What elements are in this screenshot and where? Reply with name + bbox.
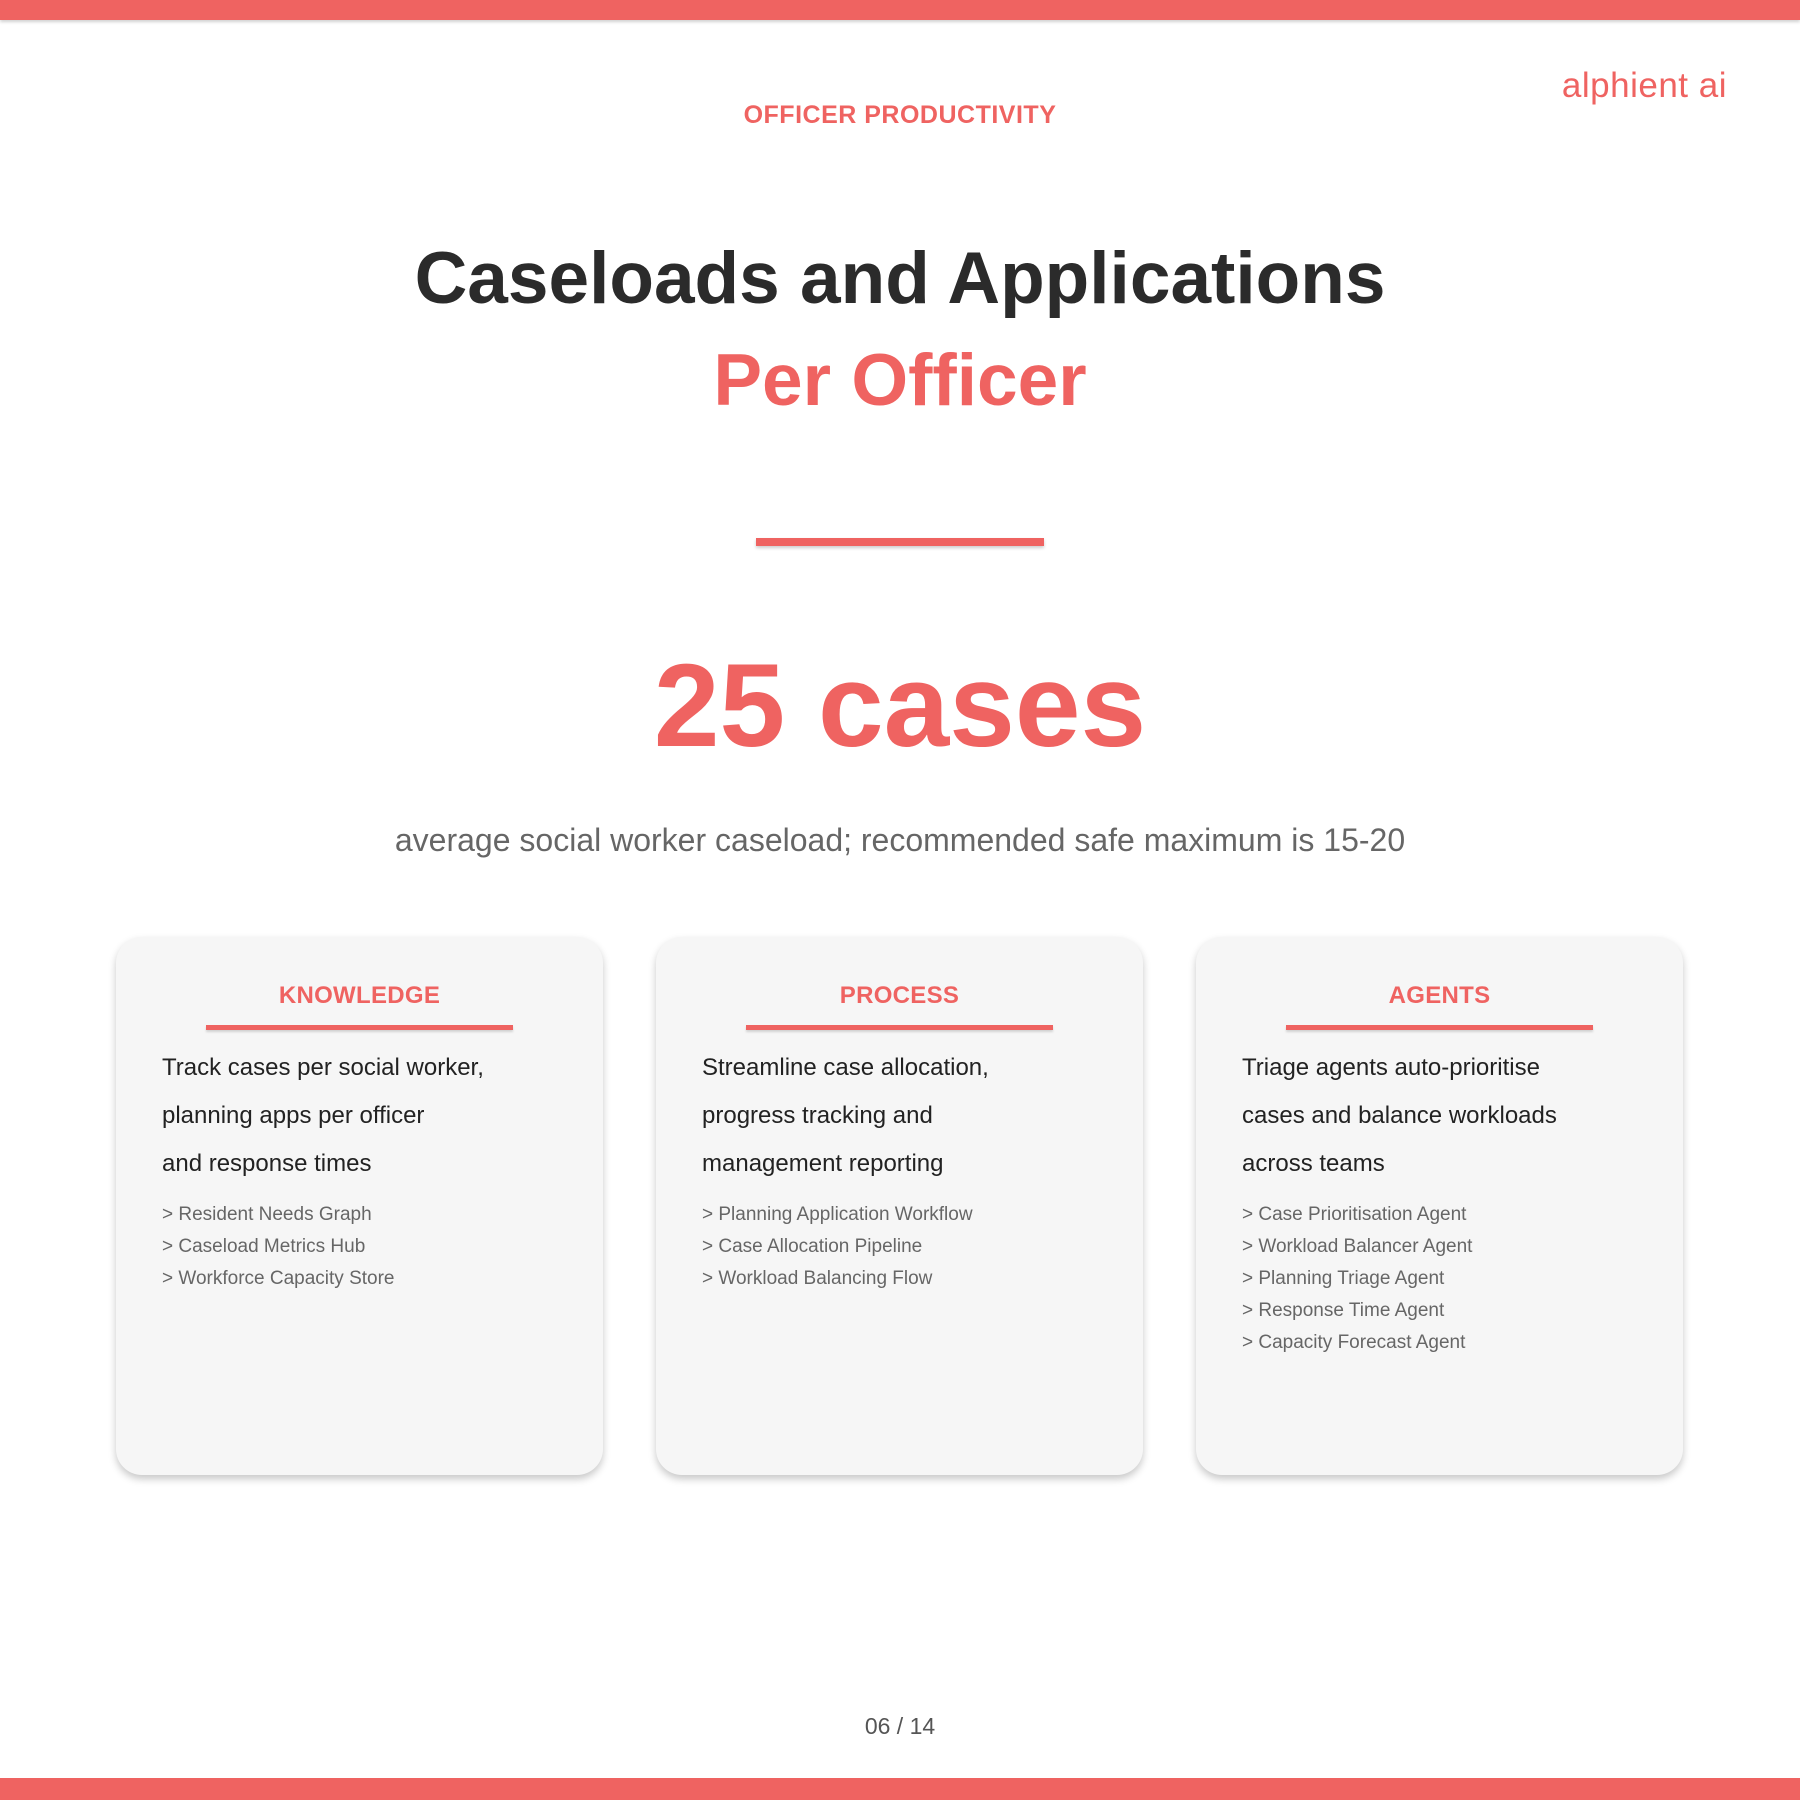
card-description-line: and response times	[162, 1150, 372, 1177]
list-item: > Resident Needs Graph	[162, 1204, 372, 1225]
bottom-accent-bar	[0, 1778, 1800, 1800]
card-description-line: cases and balance workloads	[1242, 1102, 1557, 1129]
card-description-line: progress tracking and	[702, 1102, 933, 1129]
card-process	[656, 937, 1143, 1475]
card-description	[1242, 1044, 1652, 1188]
card-description-line: Streamline case allocation,	[702, 1054, 989, 1081]
card-description	[162, 1044, 572, 1188]
card-rule	[1286, 1025, 1593, 1030]
card-rule	[746, 1025, 1053, 1030]
card-knowledge	[116, 937, 603, 1475]
card-item-list	[1242, 1199, 1662, 1359]
top-accent-bar	[0, 0, 1800, 20]
list-item: > Capacity Forecast Agent	[1242, 1332, 1466, 1353]
page-title-accent: Per Officer	[713, 340, 1087, 421]
card-title: AGENTS	[1388, 982, 1491, 1009]
card-description-line: Track cases per social worker,	[162, 1054, 484, 1081]
card-description-line: across teams	[1242, 1150, 1385, 1177]
section-eyebrow: OFFICER PRODUCTIVITY	[743, 101, 1057, 129]
card-item-list	[162, 1199, 582, 1295]
list-item: > Workload Balancing Flow	[702, 1268, 933, 1289]
stat-value: 25 cases	[653, 640, 1147, 772]
list-item: > Planning Triage Agent	[1242, 1268, 1445, 1289]
list-item: > Workload Balancer Agent	[1242, 1236, 1473, 1257]
list-item: > Workforce Capacity Store	[162, 1268, 395, 1289]
brand-logo: alphient ai	[1561, 66, 1727, 105]
card-title: PROCESS	[839, 982, 960, 1009]
card-title: KNOWLEDGE	[278, 982, 441, 1009]
page-title: Caseloads and Applications	[414, 238, 1386, 319]
card-description-line: Triage agents auto-prioritise	[1242, 1054, 1540, 1081]
list-item: > Case Prioritisation Agent	[1242, 1204, 1467, 1225]
card-agents	[1196, 937, 1683, 1475]
list-item: > Caseload Metrics Hub	[162, 1236, 366, 1257]
list-item: > Case Allocation Pipeline	[702, 1236, 923, 1257]
title-divider	[756, 538, 1044, 546]
list-item: > Planning Application Workflow	[702, 1204, 973, 1225]
stat-caption: average social worker caseload; recommended safe maximum is 15-20	[394, 822, 1406, 858]
card-rule	[206, 1025, 513, 1030]
card-description	[702, 1044, 1112, 1188]
card-description-line: planning apps per officer	[162, 1102, 425, 1129]
list-item: > Response Time Agent	[1242, 1300, 1445, 1321]
page-number: 06 / 14	[864, 1713, 936, 1739]
card-item-list	[702, 1199, 1122, 1295]
card-description-line: management reporting	[702, 1150, 944, 1177]
